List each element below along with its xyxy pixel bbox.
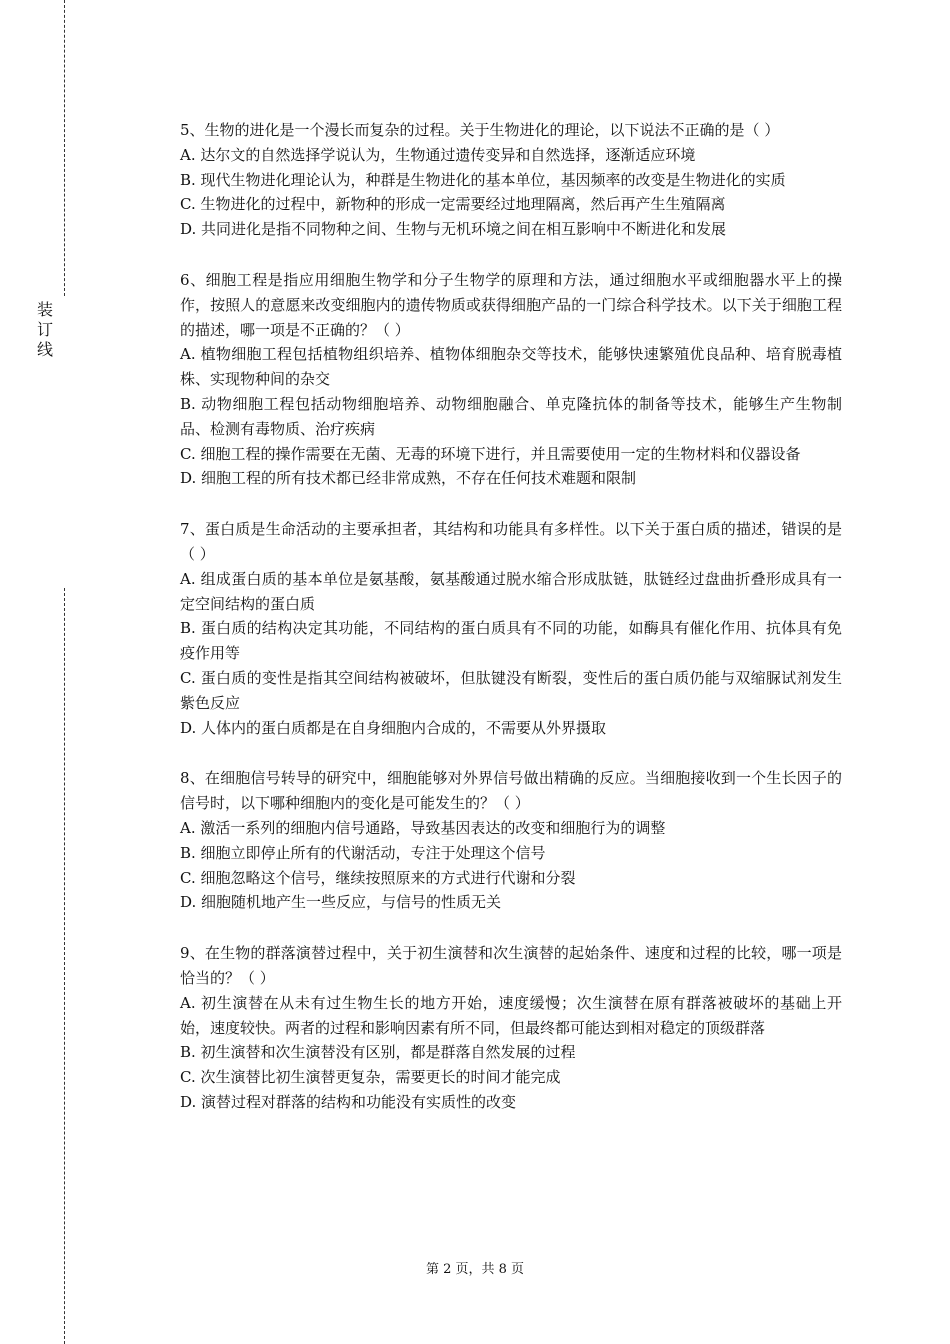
binding-char: 装: [36, 300, 53, 319]
question-stem: 9、在生物的群落演替过程中，关于初生演替和次生演替的起始条件、速度和过程的比较，哪一项是恰当的？（ ）: [180, 944, 842, 987]
question-stem: 7、蛋白质是生命活动的主要承担者，其结构和功能具有多样性。以下关于蛋白质的描述，错误的是（ ）: [180, 520, 842, 563]
question-8: [180, 766, 842, 915]
question-9: [180, 941, 842, 1115]
option-a: A. 植物细胞工程包括植物组织培养、植物体细胞杂交等技术，能够快速繁殖优良品种、培育脱毒植株、实现物种间的杂交: [180, 345, 842, 389]
page-number: 第 2 页，共 8 页: [425, 1262, 525, 1277]
question-list: [180, 118, 842, 1141]
binding-char: 订: [36, 320, 53, 339]
binding-dashed-line-bottom: [64, 588, 65, 1344]
option-d: D. 共同进化是指不同物种之间、生物与无机环境之间在相互影响中不断进化和发展: [180, 220, 727, 239]
option-d: D. 细胞工程的所有技术都已经非常成熟，不存在任何技术难题和限制: [180, 469, 637, 488]
binding-char: 线: [36, 340, 53, 359]
option-c: C. 生物进化的过程中，新物种的形成一定需要经过地理隔离，然后再产生生殖隔离: [180, 195, 726, 214]
question-stem: 8、在细胞信号转导的研究中，细胞能够对外界信号做出精确的反应。当细胞接收到一个生长因子的信号时，以下哪种细胞内的变化是可能发生的？（ ）: [180, 769, 842, 813]
option-b: B. 动物细胞工程包括动物细胞培养、动物细胞融合、单克隆抗体的制备等技术，能够生产生物制品、检测有毒物质、治疗疾病: [180, 394, 842, 438]
question-5: [180, 118, 842, 242]
option-b: B. 现代生物进化理论认为，种群是生物进化的基本单位，基因频率的改变是生物进化的实质: [180, 170, 786, 189]
option-a: A. 初生演替在从未有过生物生长的地方开始，速度缓慢；次生演替在原有群落被破坏的基础上开始，速度较快。两者的过程和影响因素有所不同，但最终都可能达到相对稳定的顶级群落: [180, 993, 842, 1037]
option-d: D. 人体内的蛋白质都是在自身细胞内合成的，不需要从外界摄取: [180, 718, 607, 737]
question-stem: 5、生物的进化是一个漫长而复杂的过程。关于生物进化的理论，以下说法不正确的是（ ）: [180, 121, 780, 139]
option-b: B. 蛋白质的结构决定其功能，不同结构的蛋白质具有不同的功能，如酶具有催化作用、抗体具有免疫作用等: [180, 619, 842, 663]
option-b: B. 初生演替和次生演替没有区别，都是群落自然发展的过程: [180, 1043, 576, 1062]
question-stem: 6、细胞工程是指应用细胞生物学和分子生物学的原理和方法，通过细胞水平或细胞器水平上的操作，按照人的意愿来改变细胞内的遗传物质或获得细胞产品的一门综合科学技术。以下关于细胞工程的描述，哪一项是不正确的？（ ）: [180, 270, 842, 339]
option-d: D. 演替过程对群落的结构和功能没有实质性的改变: [180, 1092, 517, 1111]
option-d: D. 细胞随机地产生一些反应，与信号的性质无关: [180, 893, 502, 912]
option-a: A. 激活一系列的细胞内信号通路，导致基因表达的改变和细胞行为的调整: [180, 818, 666, 837]
option-a: A. 达尔文的自然选择学说认为，生物通过遗传变异和自然选择，逐渐适应环境: [180, 145, 696, 164]
question-7: [180, 517, 842, 740]
binding-line-label: [30, 300, 60, 360]
option-c: C. 蛋白质的变性是指其空间结构被破坏，但肽键没有断裂，变性后的蛋白质仍能与双缩脲试剂发生紫色反应: [180, 668, 842, 712]
option-c: C. 次生演替比初生演替更复杂，需要更长的时间才能完成: [180, 1068, 561, 1087]
option-c: C. 细胞忽略这个信号，继续按照原来的方式进行代谢和分裂: [180, 868, 576, 887]
binding-dashed-line-top: [64, 0, 65, 296]
option-b: B. 细胞立即停止所有的代谢活动，专注于处理这个信号: [180, 843, 546, 862]
option-c: C. 细胞工程的操作需要在无菌、无毒的环境下进行，并且需要使用一定的生物材料和仪器设备: [180, 444, 801, 463]
question-6: [180, 268, 842, 491]
option-a: A. 组成蛋白质的基本单位是氨基酸，氨基酸通过脱水缩合形成肽链，肽链经过盘曲折叠形成具有一定空间结构的蛋白质: [180, 569, 842, 613]
